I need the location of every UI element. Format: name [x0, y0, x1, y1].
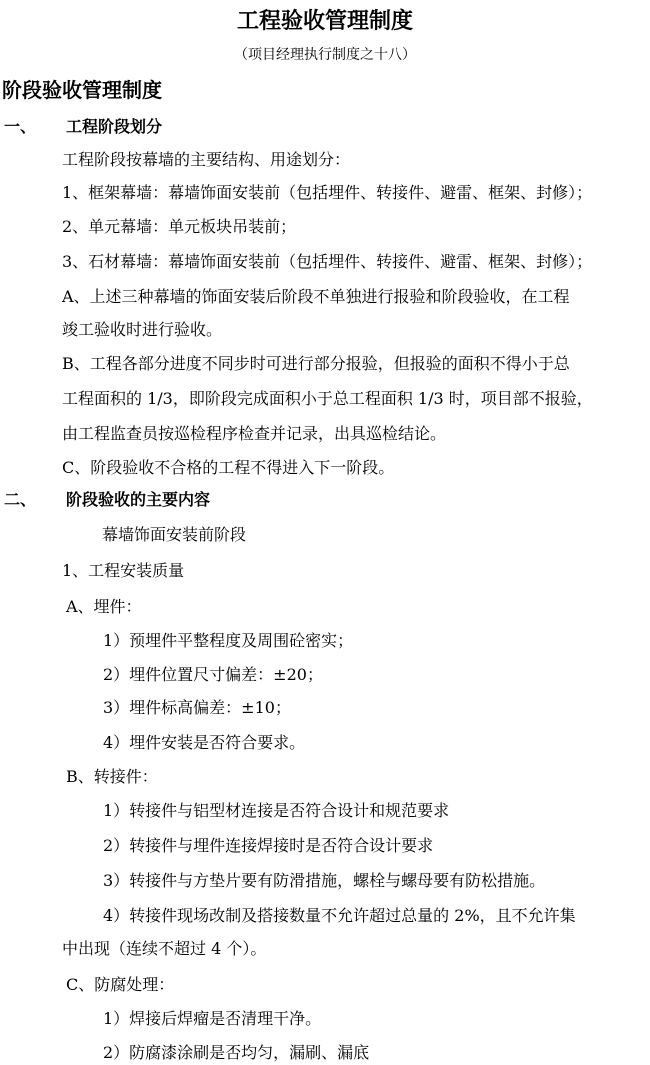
note-b-line: B、工程各部分进度不同步时可进行部分报验，但报验的面积不得小于总: [62, 354, 570, 373]
list-item: 1、框架幕墙：幕墙饰面安装前（包括埋件、转接件、避雷、框架、封修）；: [62, 183, 593, 202]
section-1-title: 工程阶段划分: [66, 117, 163, 136]
note-b-line: 由工程监查员按巡检程序检查并记录，出具巡检结论。: [62, 424, 447, 443]
list-item: 2）埋件位置尺寸偏差：±20；: [103, 665, 323, 684]
list-item: 3）埋件标高偏差：±10；: [103, 698, 291, 717]
note-c-line: C、阶段验收不合格的工程不得进入下一阶段。: [62, 458, 395, 477]
document-title: 工程验收管理制度: [236, 8, 413, 34]
list-item: 4）埋件安装是否符合要求。: [103, 733, 306, 752]
item-heading: 1、工程安装质量: [62, 561, 185, 580]
list-item: 1）转接件与铝型材连接是否符合设计和规范要求: [103, 801, 450, 820]
section-2-title: 阶段验收的主要内容: [66, 490, 211, 509]
list-item: 4）转接件现场改制及搭接数量不允许超过总量的 2%，且不允许集: [103, 906, 576, 925]
document-subtitle: （项目经理执行制度之十八）: [234, 47, 416, 63]
main-heading: 阶段验收管理制度: [2, 78, 162, 102]
list-item: 1）焊接后焊瘤是否清理干净。: [103, 1009, 322, 1028]
section-1-number: 一、: [4, 117, 37, 136]
phase-label: 幕墙饰面安装前阶段: [102, 525, 247, 544]
list-item: 3）转接件与方垫片要有防滑措施，螺栓与螺母要有防松措施。: [103, 871, 546, 890]
group-b-label: B、转接件：: [66, 767, 158, 786]
section-2-number: 二、: [4, 490, 37, 509]
note-b-line: 工程面积的 1/3，即阶段完成面积小于总工程面积 1/3 时，项目部不报验，: [62, 389, 593, 408]
group-a-label: A、埋件：: [66, 597, 142, 616]
list-item: 2、单元幕墙：单元板块吊装前；: [62, 217, 297, 236]
note-a-line: 竣工验收时进行验收。: [62, 320, 223, 339]
list-item: 2）转接件与埋件连接焊接时是否符合设计要求: [103, 836, 434, 855]
group-c-label: C、防腐处理：: [66, 975, 175, 994]
list-item-continuation: 中出现（连续不超过 4 个）。: [62, 939, 267, 958]
list-item: 2）防腐漆涂刷是否均匀，漏刷、漏底: [103, 1043, 370, 1062]
list-item: 1）预埋件平整程度及周围砼密实；: [103, 631, 354, 650]
note-a-line: A、上述三种幕墙的饰面安装后阶段不单独进行报验和阶段验收，在工程: [62, 287, 570, 306]
list-item: 3、石材幕墙：幕墙饰面安装前（包括埋件、转接件、避雷、框架、封修）；: [62, 252, 593, 271]
section-1-intro: 工程阶段按幕墙的主要结构、用途划分：: [62, 150, 351, 169]
